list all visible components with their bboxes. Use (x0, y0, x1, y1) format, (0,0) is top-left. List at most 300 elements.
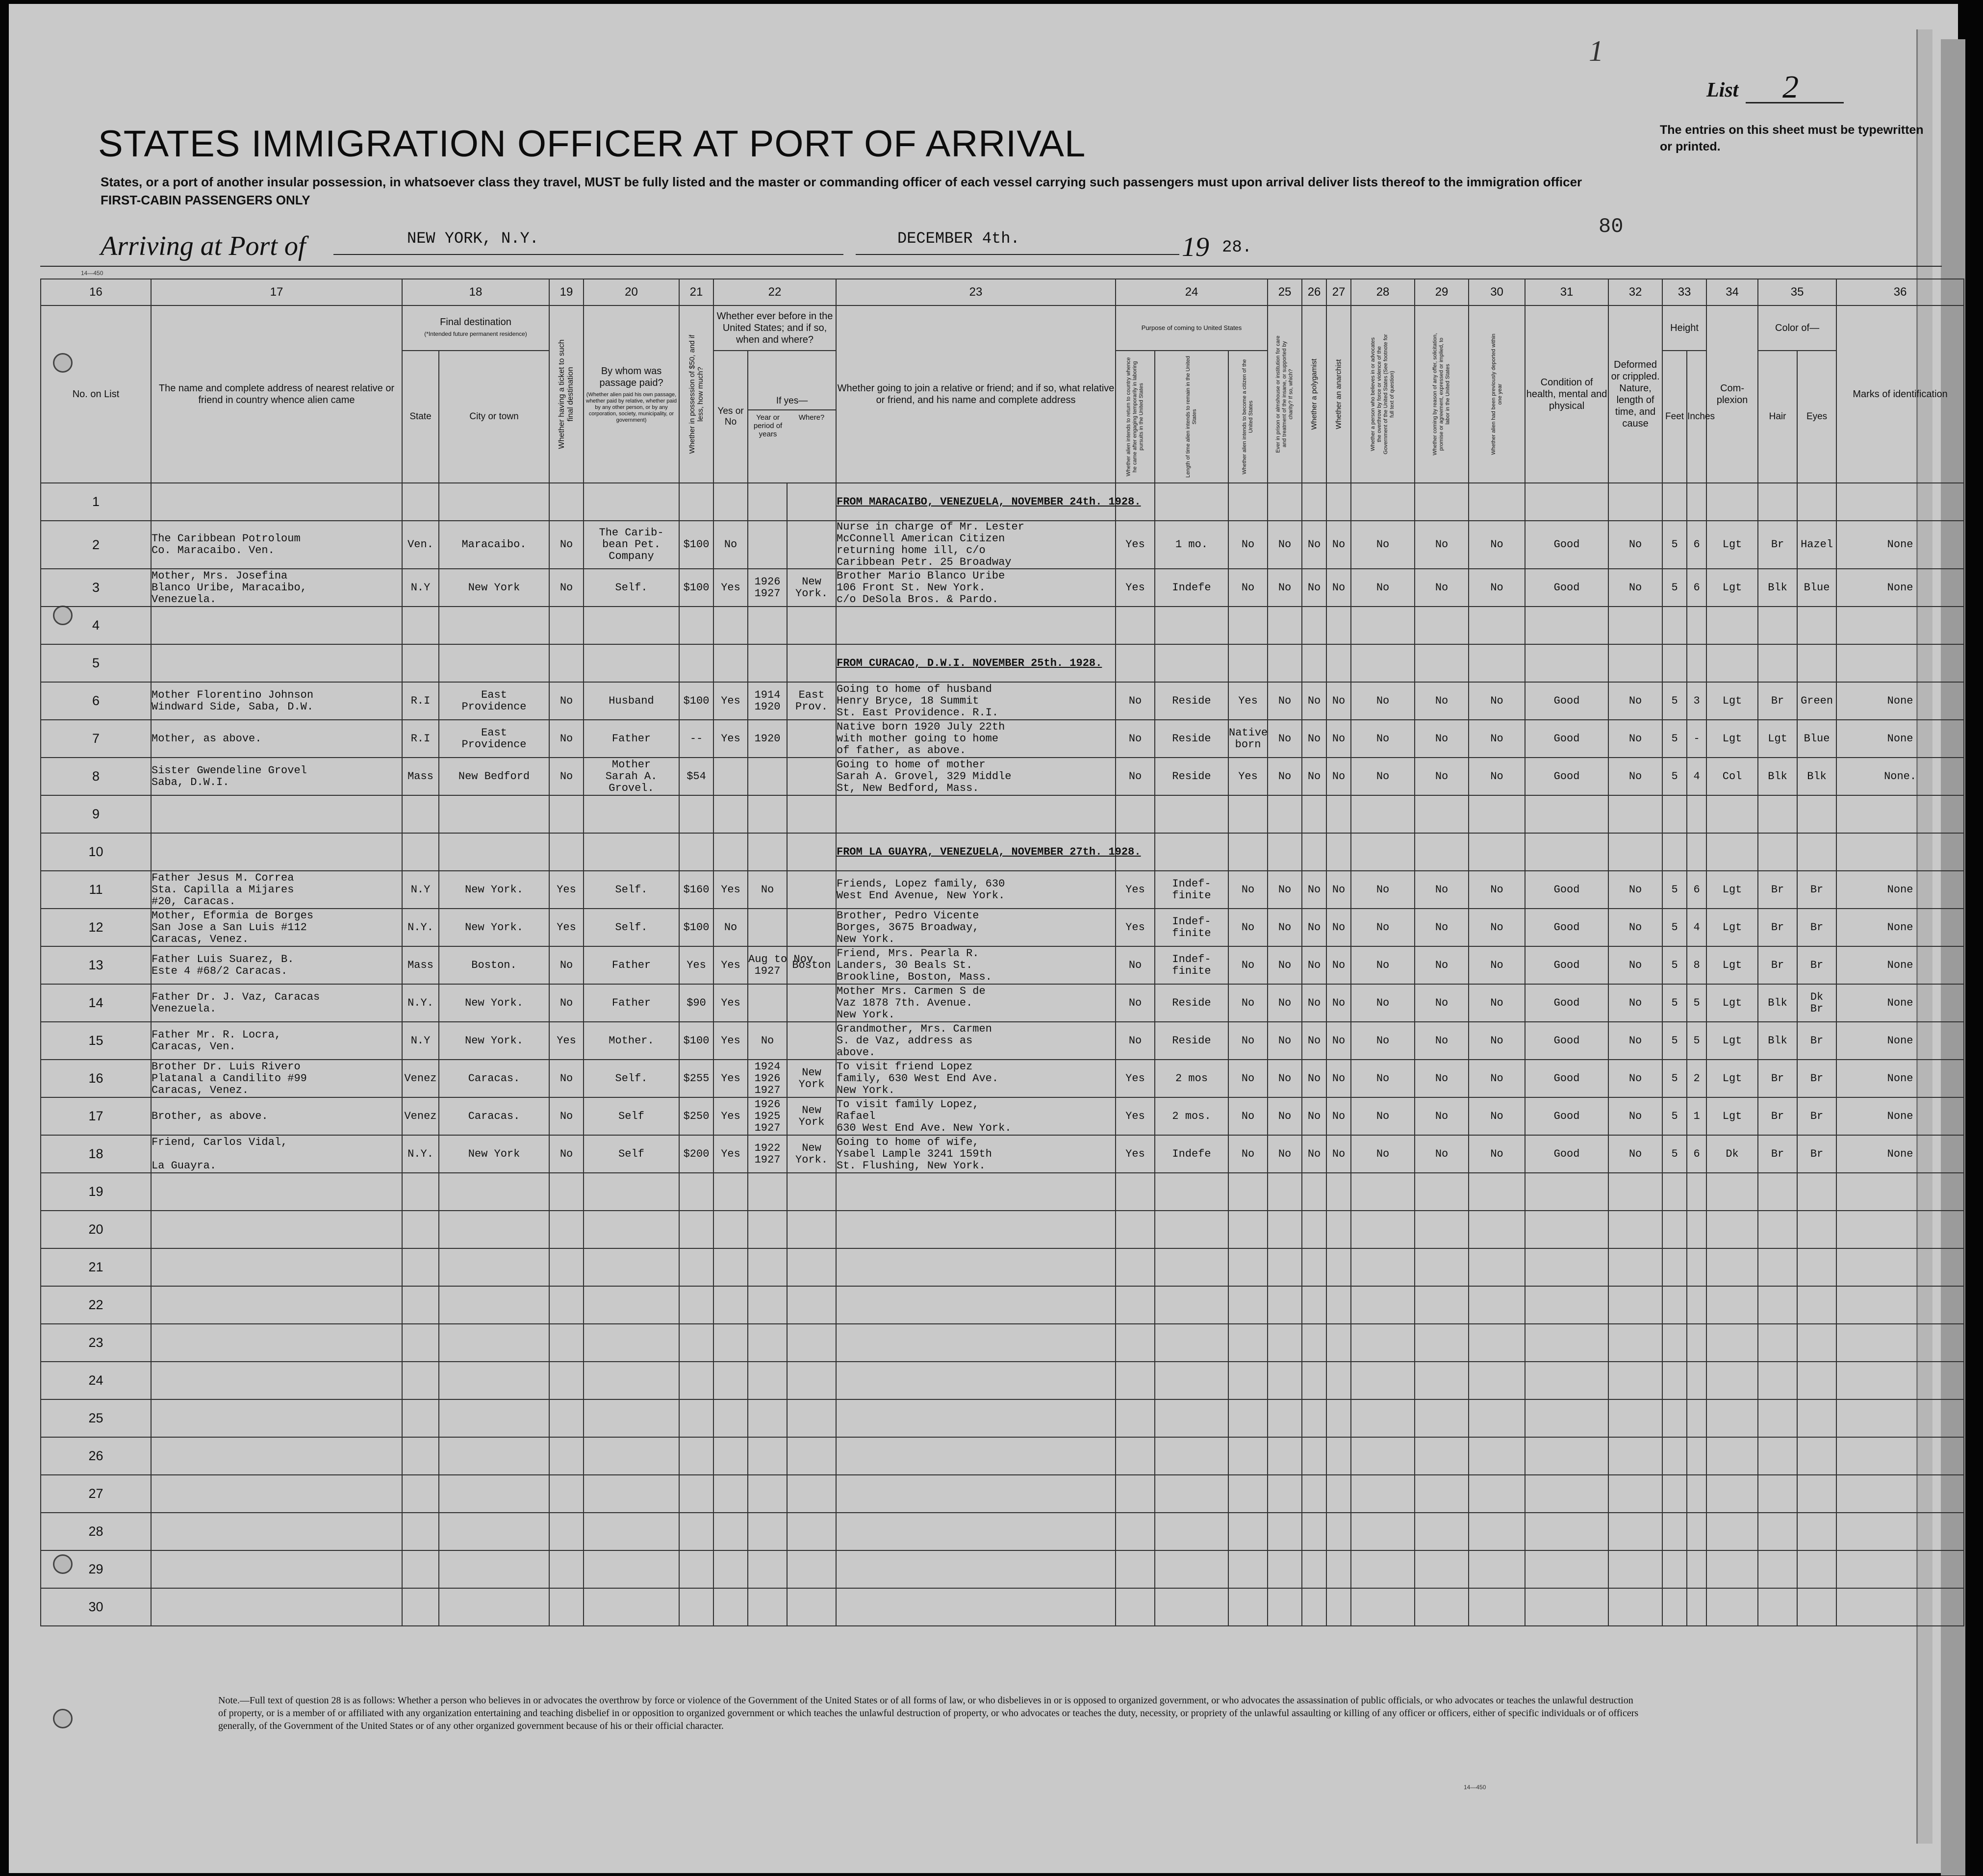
table-row (41, 521, 1964, 569)
hair-cell (1758, 607, 1797, 644)
health-cell: Good (1525, 1135, 1608, 1173)
hair-cell (1758, 1550, 1797, 1588)
city-cell (439, 833, 549, 871)
relative-cell: Father Dr. J. Vaz, Caracas Venezuela. (151, 984, 402, 1022)
inches-cell: 6 (1687, 521, 1706, 569)
year-cell (748, 833, 787, 871)
joining-cell (836, 1399, 1116, 1437)
prison-cell (1268, 1362, 1302, 1399)
joining-cell: FROM MARACAIBO, VENEZUELA, NOVEMBER 24th. 1928. (836, 483, 1116, 521)
eyes-cell: Green (1797, 682, 1836, 720)
joining-cell: Going to home of husband Henry Bryce, 18 Summit St. East Providence. R.I. (836, 682, 1116, 720)
polygamist-cell (1302, 795, 1326, 833)
binder-hole (53, 1709, 73, 1728)
relative-cell (151, 1211, 402, 1248)
row-number: 28 (41, 1513, 151, 1550)
where-cell (787, 720, 836, 758)
before-yes-no-cell: Yes (713, 682, 748, 720)
where-cell (787, 483, 836, 521)
eyes-cell (1797, 1588, 1836, 1626)
city-cell: Caracas. (439, 1097, 549, 1135)
hdr-feet: Feet (1662, 351, 1687, 483)
deformed-cell (1608, 1286, 1662, 1324)
polygamist-cell (1302, 1550, 1326, 1588)
deformed-cell: No (1608, 1135, 1662, 1173)
money-cell (679, 1248, 713, 1286)
relative-cell: Friend, Carlos Vidal, La Guayra. (151, 1135, 402, 1173)
length-of-stay-cell: Indef- finite (1155, 909, 1228, 946)
state-cell: N.Y. (402, 984, 439, 1022)
complexion-cell (1706, 1211, 1758, 1248)
ticket-cell: No (549, 521, 584, 569)
before-yes-no-cell: Yes (713, 1060, 748, 1097)
eyes-cell: Br (1797, 909, 1836, 946)
polygamist-cell: No (1302, 1097, 1326, 1135)
complexion-cell (1706, 1437, 1758, 1475)
feet-cell: 5 (1662, 521, 1687, 569)
hdr-relative: The name and complete address of nearest relative or friend in country whence alien came (151, 305, 402, 483)
overthrow-cell: No (1351, 1060, 1415, 1097)
feet-cell (1662, 1286, 1687, 1324)
length-of-stay-cell: Reside (1155, 720, 1228, 758)
length-of-stay-cell: 2 mos (1155, 1060, 1228, 1097)
eyes-cell: Br (1797, 946, 1836, 984)
contract-cell: No (1415, 758, 1469, 795)
before-yes-no-cell: Yes (713, 946, 748, 984)
row-number: 19 (41, 1173, 151, 1211)
feet-cell (1662, 1324, 1687, 1362)
where-cell (787, 1362, 836, 1399)
marks-cell: None (1836, 1097, 1964, 1135)
relative-cell: The Caribbean Potroloum Co. Maracaibo. Ven. (151, 521, 402, 569)
feet-cell (1662, 795, 1687, 833)
table-row (41, 1513, 1964, 1550)
before-yes-no-cell (713, 644, 748, 682)
state-cell: R.I (402, 720, 439, 758)
feet-cell (1662, 1475, 1687, 1513)
marks-cell: None (1836, 569, 1964, 607)
joining-cell: Mother Mrs. Carmen S de Vaz 1878 7th. Avenue. New York. (836, 984, 1116, 1022)
money-cell (679, 483, 713, 521)
year-prefix: 19 (1182, 232, 1209, 262)
relative-cell (151, 833, 402, 871)
citizen-intent-cell: No (1228, 871, 1268, 909)
citizen-intent-cell (1228, 1362, 1268, 1399)
length-of-stay-cell: Indefe (1155, 1135, 1228, 1173)
polygamist-cell (1302, 1173, 1326, 1211)
marks-cell: None (1836, 682, 1964, 720)
if-yes-label: If yes— (748, 396, 836, 410)
deported-cell: No (1469, 946, 1525, 984)
citizen-intent-cell (1228, 1550, 1268, 1588)
money-cell (679, 1173, 713, 1211)
year-cell (748, 1513, 787, 1550)
contract-cell: No (1415, 871, 1469, 909)
joining-cell (836, 607, 1116, 644)
header-rule (40, 266, 1942, 267)
hair-cell: Br (1758, 1060, 1797, 1097)
joining-cell (836, 1513, 1116, 1550)
deported-cell (1469, 1550, 1525, 1588)
health-cell: Good (1525, 1097, 1608, 1135)
row-number: 11 (41, 871, 151, 909)
row-number: 12 (41, 909, 151, 946)
eyes-cell (1797, 795, 1836, 833)
deported-cell (1469, 1286, 1525, 1324)
anarchist-cell: No (1326, 984, 1351, 1022)
length-of-stay-cell: Reside (1155, 758, 1228, 795)
colnum-17: 17 (151, 279, 402, 305)
complexion-cell: Dk (1706, 1135, 1758, 1173)
passage-paid-cell (584, 483, 679, 521)
before-yes-no-cell (713, 1513, 748, 1550)
before-yes-no-cell (713, 1211, 748, 1248)
deformed-cell (1608, 1550, 1662, 1588)
money-cell (679, 1362, 713, 1399)
ticket-cell (549, 1362, 584, 1399)
joining-cell (836, 1362, 1116, 1399)
year-cell (748, 795, 787, 833)
year-period-label: Year or period of years (753, 413, 783, 438)
anarchist-cell (1326, 833, 1351, 871)
colnum-22: 22 (713, 279, 836, 305)
anarchist-cell: No (1326, 569, 1351, 607)
state-cell (402, 1324, 439, 1362)
relative-cell: Father Mr. R. Locra, Caracas, Ven. (151, 1022, 402, 1060)
where-cell: East Prov. (787, 682, 836, 720)
passage-paid-cell (584, 1437, 679, 1475)
hdr-color-of: Color of— (1758, 305, 1836, 351)
hdr-purpose-c (1228, 351, 1268, 483)
health-cell (1525, 1211, 1608, 1248)
year-cell (748, 1588, 787, 1626)
before-yes-no-cell (713, 1475, 748, 1513)
health-cell: Good (1525, 984, 1608, 1022)
state-cell (402, 1248, 439, 1286)
relative-cell: Father Luis Suarez, B. Este 4 #68/2 Caracas. (151, 946, 402, 984)
ticket-cell (549, 1286, 584, 1324)
where-cell (787, 833, 836, 871)
complexion-cell (1706, 644, 1758, 682)
prison-cell (1268, 1286, 1302, 1324)
city-cell: New York. (439, 909, 549, 946)
overthrow-cell: No (1351, 758, 1415, 795)
purpose-return-cell (1116, 1437, 1155, 1475)
row-number: 30 (41, 1588, 151, 1626)
deported-cell (1469, 1588, 1525, 1626)
row-number: 17 (41, 1097, 151, 1135)
overthrow-cell (1351, 1475, 1415, 1513)
city-cell (439, 1399, 549, 1437)
state-cell (402, 1513, 439, 1550)
polygamist-cell: No (1302, 1135, 1326, 1173)
year-cell (748, 1286, 787, 1324)
length-of-stay-cell: Indef- finite (1155, 946, 1228, 984)
health-cell (1525, 1513, 1608, 1550)
colnum-32: 32 (1608, 279, 1662, 305)
year-cell (748, 1475, 787, 1513)
state-cell: N.Y. (402, 909, 439, 946)
joining-cell (836, 1248, 1116, 1286)
relative-cell: Mother, as above. (151, 720, 402, 758)
anarchist-cell (1326, 1399, 1351, 1437)
hair-cell (1758, 1513, 1797, 1550)
hdr-purpose-b (1155, 351, 1228, 483)
purpose-return-cell: Yes (1116, 1097, 1155, 1135)
length-of-stay-cell: Reside (1155, 1022, 1228, 1060)
feet-cell (1662, 833, 1687, 871)
overthrow-cell: No (1351, 521, 1415, 569)
where-cell: New York (787, 1097, 836, 1135)
contract-cell (1415, 1475, 1469, 1513)
hair-cell: Br (1758, 1135, 1797, 1173)
deformed-cell: No (1608, 758, 1662, 795)
row-number: 1 (41, 483, 151, 521)
passage-paid-cell: Self (584, 1135, 679, 1173)
health-cell (1525, 607, 1608, 644)
deported-cell: No (1469, 569, 1525, 607)
manifest-table (40, 279, 1964, 1626)
money-cell: -- (679, 720, 713, 758)
citizen-intent-cell (1228, 795, 1268, 833)
anarchist-cell: No (1326, 1097, 1351, 1135)
complexion-cell (1706, 1248, 1758, 1286)
health-cell (1525, 1550, 1608, 1588)
before-yes-no-cell (713, 833, 748, 871)
before-yes-no-cell (713, 607, 748, 644)
overthrow-cell: No (1351, 682, 1415, 720)
where-cell (787, 1286, 836, 1324)
state-cell: N.Y (402, 569, 439, 607)
hdr-deported (1469, 305, 1525, 483)
city-cell: Caracas. (439, 1060, 549, 1097)
anarchist-cell (1326, 1437, 1351, 1475)
inches-cell: 6 (1687, 871, 1706, 909)
colnum-25: 25 (1268, 279, 1302, 305)
purpose-return-cell: Yes (1116, 871, 1155, 909)
table-row (41, 833, 1964, 871)
deported-cell: No (1469, 1022, 1525, 1060)
year-cell: 1922 1927 (748, 1135, 787, 1173)
anarchist-cell (1326, 1324, 1351, 1362)
relative-cell (151, 1437, 402, 1475)
deformed-cell (1608, 1513, 1662, 1550)
complexion-cell: Lgt (1706, 909, 1758, 946)
inches-cell (1687, 644, 1706, 682)
hdr-ticket (549, 305, 584, 483)
year-cell: Aug to Nov 1927 (748, 946, 787, 984)
year-cell (748, 1211, 787, 1248)
marks-cell: None (1836, 1060, 1964, 1097)
feet-cell (1662, 1211, 1687, 1248)
prison-label: Ever in prison or almshouse or institution for care and treatment of the insane, or supported by charity? If so, which? (1275, 335, 1294, 453)
table-row (41, 1362, 1964, 1399)
length-of-stay-cell (1155, 1399, 1228, 1437)
table-row (41, 1324, 1964, 1362)
before-yes-no-cell: Yes (713, 984, 748, 1022)
marks-cell (1836, 1173, 1964, 1211)
relative-cell: Brother Dr. Luis Rivero Platanal a Candilito #99 Caracas, Venez. (151, 1060, 402, 1097)
feet-cell (1662, 1173, 1687, 1211)
state-cell: Venez (402, 1060, 439, 1097)
year-cell (748, 521, 787, 569)
deformed-cell (1608, 1248, 1662, 1286)
joining-cell: Going to home of wife, Ysabel Lample 3241 159th St. Flushing, New York. (836, 1135, 1116, 1173)
eyes-cell: Br (1797, 1022, 1836, 1060)
manifest-rows (41, 483, 1964, 1626)
before-yes-no-cell (713, 1399, 748, 1437)
row-number: 21 (41, 1248, 151, 1286)
purpose-return-cell: Yes (1116, 521, 1155, 569)
hair-cell: Br (1758, 1097, 1797, 1135)
colnum-29: 29 (1415, 279, 1469, 305)
hair-cell (1758, 1399, 1797, 1437)
city-cell (439, 1437, 549, 1475)
complexion-cell: Lgt (1706, 984, 1758, 1022)
money-cell (679, 1437, 713, 1475)
hair-cell: Br (1758, 946, 1797, 984)
marks-cell (1836, 607, 1964, 644)
inches-cell (1687, 833, 1706, 871)
inches-cell (1687, 483, 1706, 521)
joining-cell (836, 1286, 1116, 1324)
polygamist-cell (1302, 1437, 1326, 1475)
polygamist-cell: No (1302, 720, 1326, 758)
relative-cell (151, 1173, 402, 1211)
state-cell: N.Y. (402, 1135, 439, 1173)
money-cell: Yes (679, 946, 713, 984)
passage-paid-cell: Self. (584, 569, 679, 607)
complexion-cell: Lgt (1706, 871, 1758, 909)
purpose-return-cell: No (1116, 720, 1155, 758)
marks-cell (1836, 1286, 1964, 1324)
contract-cell (1415, 1437, 1469, 1475)
length-of-stay-cell (1155, 1324, 1228, 1362)
row-number: 16 (41, 1060, 151, 1097)
anarchist-cell: No (1326, 1060, 1351, 1097)
before-yes-no-cell (713, 1550, 748, 1588)
citizen-intent-cell: No (1228, 1060, 1268, 1097)
where-cell (787, 1437, 836, 1475)
relative-cell (151, 1550, 402, 1588)
citizen-intent-cell: Yes (1228, 682, 1268, 720)
citizen-intent-cell (1228, 1475, 1268, 1513)
overthrow-cell (1351, 1550, 1415, 1588)
state-cell: Mass (402, 758, 439, 795)
purpose-return-cell: No (1116, 1022, 1155, 1060)
money-cell: $100 (679, 909, 713, 946)
overthrow-cell (1351, 1324, 1415, 1362)
ticket-cell: No (549, 1097, 584, 1135)
ticket-cell (549, 1475, 584, 1513)
year-cell: No (748, 1022, 787, 1060)
complexion-cell (1706, 1324, 1758, 1362)
overthrow-cell (1351, 1399, 1415, 1437)
city-cell (439, 483, 549, 521)
anarchist-cell (1326, 1248, 1351, 1286)
relative-cell: Sister Gwendeline Grovel Saba, D.W.I. (151, 758, 402, 795)
purpose-return-cell (1116, 795, 1155, 833)
prison-cell: No (1268, 1060, 1302, 1097)
marks-cell (1836, 833, 1964, 871)
joining-cell: FROM CURACAO, D.W.I. NOVEMBER 25th. 1928. (836, 644, 1116, 682)
where-cell (787, 521, 836, 569)
health-cell: Good (1525, 758, 1608, 795)
deported-cell (1469, 1399, 1525, 1437)
eyes-cell (1797, 1324, 1836, 1362)
prison-cell: No (1268, 569, 1302, 607)
health-cell (1525, 1437, 1608, 1475)
money-cell: $100 (679, 521, 713, 569)
marks-cell: None (1836, 946, 1964, 984)
passage-paid-cell (584, 1286, 679, 1324)
city-cell (439, 1324, 549, 1362)
year-cell (748, 758, 787, 795)
before-yes-no-cell: Yes (713, 1135, 748, 1173)
prison-cell: No (1268, 871, 1302, 909)
prison-cell (1268, 483, 1302, 521)
ticket-cell (549, 1399, 584, 1437)
feet-cell: 5 (1662, 1135, 1687, 1173)
where-cell (787, 795, 836, 833)
health-cell (1525, 1324, 1608, 1362)
hdr-prison (1268, 305, 1302, 483)
table-row (41, 1135, 1964, 1173)
deformed-cell: No (1608, 946, 1662, 984)
list-label: List (1706, 79, 1739, 101)
city-cell (439, 607, 549, 644)
health-cell: Good (1525, 1022, 1608, 1060)
year-cell (748, 1248, 787, 1286)
where-cell (787, 1399, 836, 1437)
polygamist-cell: No (1302, 946, 1326, 984)
deformed-cell: No (1608, 1060, 1662, 1097)
table-row (41, 1286, 1964, 1324)
colnum-26: 26 (1302, 279, 1326, 305)
where-cell (787, 909, 836, 946)
row-number: 13 (41, 946, 151, 984)
deformed-cell: No (1608, 909, 1662, 946)
hair-cell (1758, 1324, 1797, 1362)
relative-cell: Mother Florentino Johnson Windward Side, Saba, D.W. (151, 682, 402, 720)
anarchist-cell: No (1326, 1022, 1351, 1060)
table-row (41, 795, 1964, 833)
complexion-cell: Col (1706, 758, 1758, 795)
instructions-line: States, or a port of another insular possession, in whatsoever class they travel, MUST be fully listed and the master or commanding officer of each vessel carrying such passengers must upon arrival deliver lists thereof to the immigration officer (101, 175, 1582, 189)
money-cell (679, 1550, 713, 1588)
contract-cell (1415, 1588, 1469, 1626)
marks-cell (1836, 1324, 1964, 1362)
deformed-cell (1608, 644, 1662, 682)
row-number: 26 (41, 1437, 151, 1475)
passage-paid-cell (584, 1399, 679, 1437)
eyes-cell: Br (1797, 1060, 1836, 1097)
complexion-cell: Lgt (1706, 682, 1758, 720)
passage-paid-cell (584, 1588, 679, 1626)
hdr-polygamist (1302, 305, 1326, 483)
money-cell: $100 (679, 682, 713, 720)
deported-cell (1469, 1248, 1525, 1286)
year-cell: 1926 1925 1927 (748, 1097, 787, 1135)
feet-cell: 5 (1662, 720, 1687, 758)
passage-paid-cell (584, 607, 679, 644)
before-yes-no-cell (713, 1324, 748, 1362)
citizen-intent-cell: Native born (1228, 720, 1268, 758)
health-cell (1525, 1248, 1608, 1286)
joining-cell: To visit family Lopez, Rafael 630 West End Ave. New York. (836, 1097, 1116, 1135)
state-cell: N.Y (402, 871, 439, 909)
table-row (41, 1022, 1964, 1060)
